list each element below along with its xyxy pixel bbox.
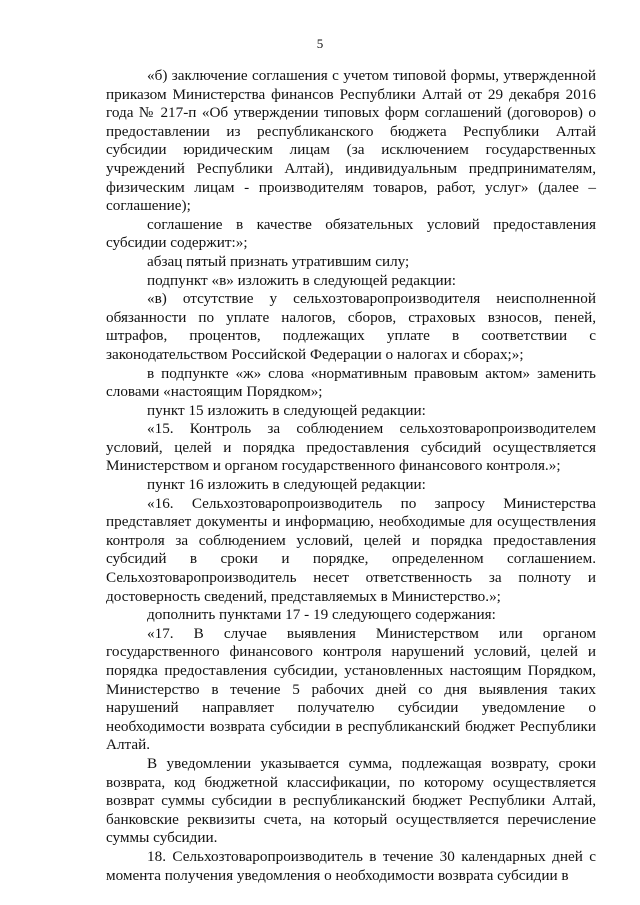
paragraph-subparagraph-v-intro: подпункт «в» изложить в следующей редакции: — [147, 271, 456, 289]
paragraph-item-16-text: «16. Сельхозтоваропроизводитель по запросу Министерства представляет документы и информацию, необходимые для осуществления контроля за соблюдением условий, целей и порядка предоставления субсидий в сроки и порядке, определенном соглашением. Сельхозтоваропроизводитель несет ответственность за полноту и достоверность сведений, представляемых в Министерство.»; — [106, 494, 596, 605]
paragraph-item-15-intro: пункт 15 изложить в следующей редакции: — [147, 401, 426, 419]
paragraph-item-17-text: «17. В случае выявления Министерством или органом государственного финансового контроля нарушений условий, целей и порядка предоставления субсидии, установленных настоящим Порядком, Министерство в течение 5 рабочих дней со дня выявления таких нарушений направляет получателю субсидии уведомление о необходимости возврата субсидии в республиканский бюджет Республики Алтай. — [106, 624, 596, 754]
paragraph-notification-content: В уведомлении указывается сумма, подлежащая возврату, сроки возврата, код бюджетной классификации, по которому осуществляется возврат суммы субсидии в республиканский бюджет Республики Алтай, банковские реквизиты счета, на который осуществляется перечисление суммы субсидии. — [106, 754, 596, 847]
paragraph-subparagraph-b: «б) заключение соглашения с учетом типовой формы, утвержденной приказом Министерства финансов Республики Алтай от 29 декабря 2016 года № 217-п «Об утверждении типовых форм соглашений (договоров) о предоставлении из республиканского бюджета Республики Алтай субсидии юридическим лицам (за исключением государственных учреждений Республики Алтай), индивидуальным предпринимателям, физическим лицам - производителям товаров, работ, услуг» (далее – соглашение); — [106, 67, 596, 215]
paragraph-agreement-conditions: соглашение в качестве обязательных условий предоставления субсидии содержит:»; — [106, 215, 596, 252]
paragraph-item-15-text: «15. Контроль за соблюдением сельхозтоваропроизводителем условий, целей и порядка предоставления субсидий осуществляется Министерством и органом государственного финансового контроля.»; — [106, 420, 596, 475]
paragraph-subparagraph-v-text: «в) отсутствие у сельхозтоваропроизводителя неисполненной обязанности по уплате налогов, сборов, страховых взносов, пеней, штрафов, процентов, подлежащих уплате в соответствии с законодательством Российской Федерации о налогах и сборах;»; — [106, 290, 596, 363]
page-number: 5 — [316, 36, 324, 51]
document-body — [106, 67, 596, 885]
paragraph-item-16-intro: пункт 16 изложить в следующей редакции: — [147, 476, 426, 494]
paragraph-items-17-19-intro: дополнить пунктами 17 - 19 следующего содержания: — [147, 606, 496, 624]
paragraph-item-18-text: 18. Сельхозтоваропроизводитель в течение 30 календарных дней с момента получения уведомления о необходимости возврата субсидии в — [106, 847, 596, 884]
paragraph-fifth-invalid: абзац пятый признать утратившим силу; — [147, 252, 410, 270]
paragraph-subparagraph-zh: в подпункте «ж» слова «нормативным правовым актом» заменить словами «настоящим Порядком»; — [106, 364, 596, 401]
